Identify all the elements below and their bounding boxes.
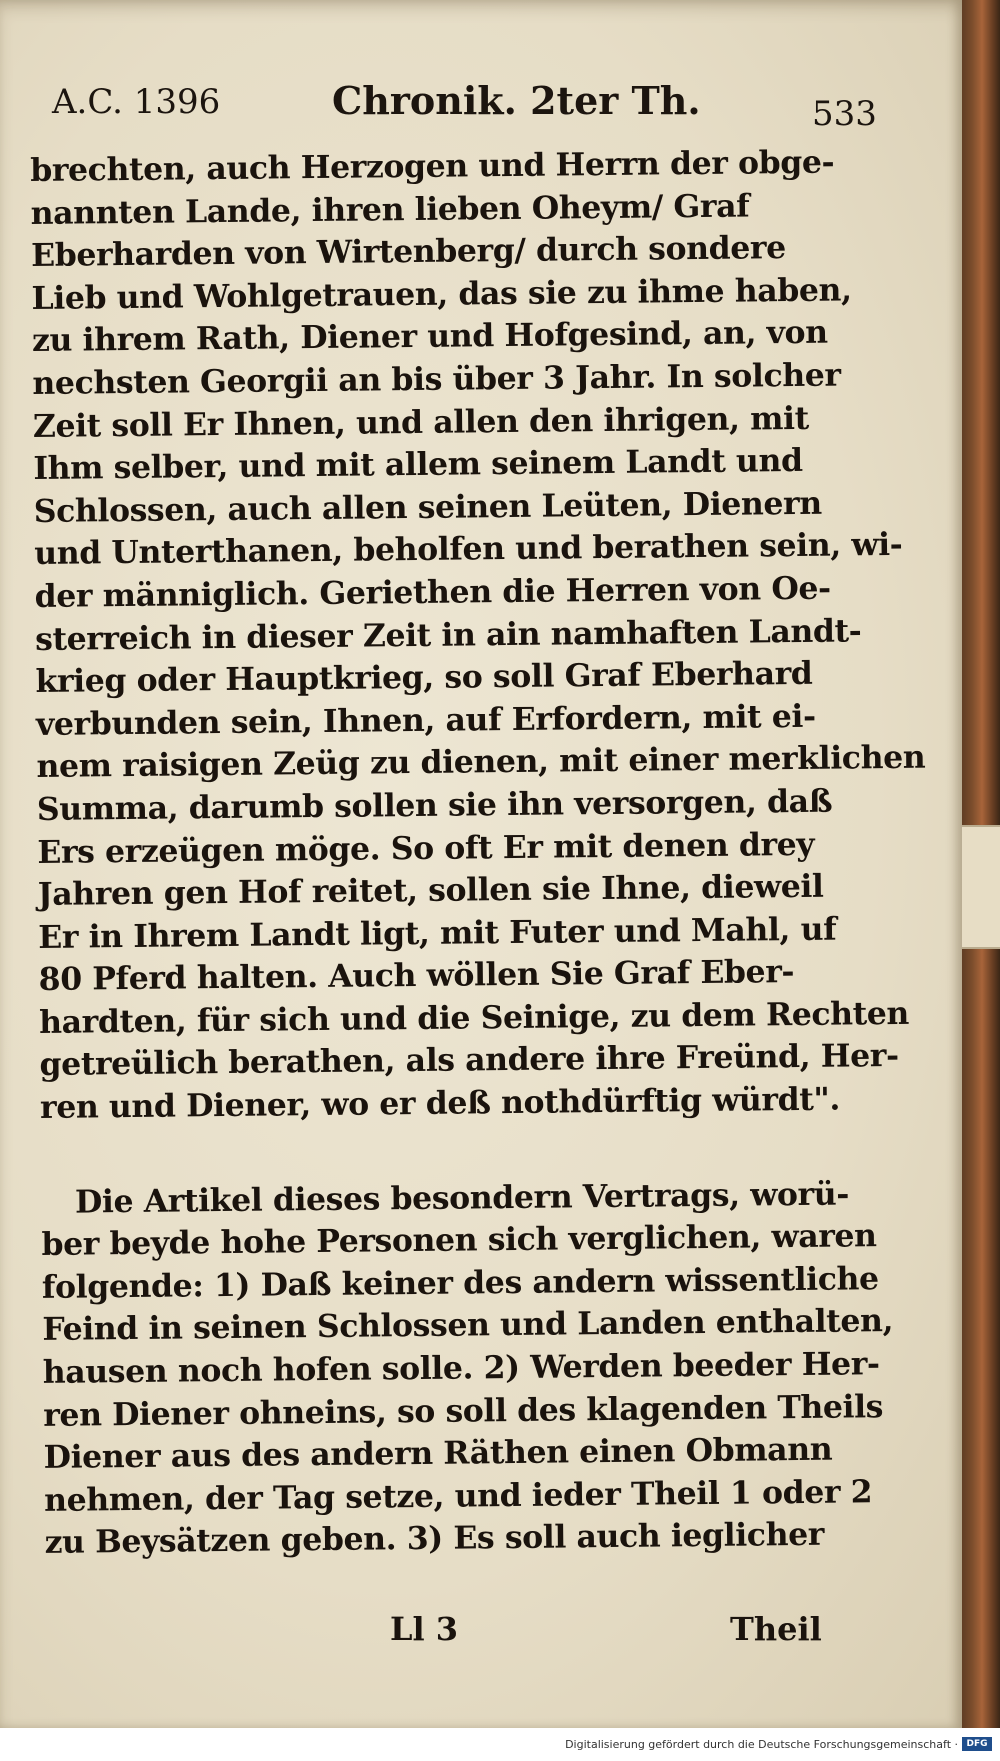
text-line: Diener aus des andern Räthen einen Obmann bbox=[43, 1430, 833, 1477]
text-line: zu ihrem Rath, Diener und Hofgesind, an, von bbox=[31, 314, 828, 360]
running-header bbox=[52, 74, 882, 134]
paragraph-1 bbox=[30, 141, 926, 1129]
text-line: folgende: 1) Daß keiner des andern wissentliche bbox=[41, 1260, 879, 1306]
text-line: Ihm selber, und mit allem seinem Landt und bbox=[33, 442, 803, 488]
text-line: Er in Ihrem Landt ligt, mit Futer und Mahl, uf bbox=[38, 910, 837, 956]
header-year: A.C. 1396 bbox=[52, 82, 221, 122]
credit-text: Digitalisierung gefördert durch die Deutsche Forschungsgemeinschaft · bbox=[565, 1738, 958, 1751]
paragraph-gap bbox=[40, 1121, 885, 1182]
text-line: ren und Diener, wo er deß nothdürftig würdt". bbox=[39, 1080, 841, 1127]
text-line: 80 Pferd halten. Auch wöllen Sie Graf Eber- bbox=[38, 953, 795, 999]
text-line: sterreich in dieser Zeit in ain namhaften Landt- bbox=[34, 611, 862, 658]
text-line: verbunden sein, Ihnen, auf Erfordern, mit ei- bbox=[35, 697, 816, 743]
text-line: Feind in seinen Schlossen und Landen enthalten, bbox=[42, 1302, 894, 1349]
header-title: Chronik. 2ter Th. bbox=[332, 78, 701, 123]
text-line: ber beyde hohe Personen sich verglichen, waren bbox=[41, 1217, 877, 1264]
text-line: und Unterthanen, beholfen und berathen sein, wi- bbox=[34, 526, 903, 573]
text-line: getreülich berathen, als andere ihre Freünd, Her- bbox=[39, 1037, 899, 1084]
text-line: Eberharden von Wirtenberg/ durch sondere bbox=[30, 229, 786, 275]
text-line: nannten Lande, ihren lieben Oheym/ Graf bbox=[30, 187, 750, 232]
text-line: Ers erzeügen möge. So oft Er mit denen drey bbox=[37, 825, 815, 871]
text-line: hardten, für sich und die Seinige, zu dem Rechten bbox=[38, 994, 910, 1041]
page-body bbox=[30, 141, 926, 1565]
text-line: hausen noch hofen solle. 2) Werden beeder Her- bbox=[42, 1345, 880, 1391]
text-line: nehmen, der Tag setze, und ieder Theil 1 oder 2 bbox=[43, 1473, 873, 1519]
text-line: ren Diener ohneins, so soll des klagenden Theils bbox=[43, 1387, 884, 1434]
signature-mark: Ll 3 bbox=[390, 1610, 459, 1648]
text-line: nem raisigen Zeüg zu dienen, mit einer merklichen bbox=[36, 738, 926, 786]
text-line: krieg oder Hauptkrieg, so soll Graf Eberhard bbox=[35, 654, 813, 701]
text-line: Summa, darumb sollen sie ihn versorgen, daß bbox=[36, 782, 833, 828]
paragraph-2 bbox=[41, 1173, 894, 1565]
text-line: Die Artikel dieses besondern Vertrags, worü- bbox=[74, 1175, 850, 1221]
text-line: zu Beysätzen geben. 3) Es soll auch ieglicher bbox=[44, 1516, 825, 1562]
page-footer bbox=[0, 1610, 962, 1660]
text-line: brechten, auch Herzogen und Herrn der obge- bbox=[30, 143, 835, 189]
text-line: Jahren gen Hof reitet, sollen sie Ihne, dieweil bbox=[37, 867, 824, 914]
digitization-credit bbox=[0, 1728, 1000, 1761]
text-line: der männiglich. Geriethen die Herren von Oe- bbox=[34, 569, 831, 615]
text-line: Schlossen, auch allen seinen Leüten, Dienern bbox=[33, 484, 822, 530]
dfg-logo: DFG bbox=[962, 1737, 992, 1751]
text-line: Zeit soll Er Ihnen, und allen den ihrigen, mit bbox=[32, 399, 809, 445]
catchword: Theil bbox=[730, 1610, 822, 1648]
text-line: nechsten Georgii an bis über 3 Jahr. In solcher bbox=[32, 356, 841, 402]
text-line: Lieb und Wohlgetrauen, das sie zu ihme haben, bbox=[31, 271, 852, 317]
page-number: 533 bbox=[812, 94, 877, 134]
